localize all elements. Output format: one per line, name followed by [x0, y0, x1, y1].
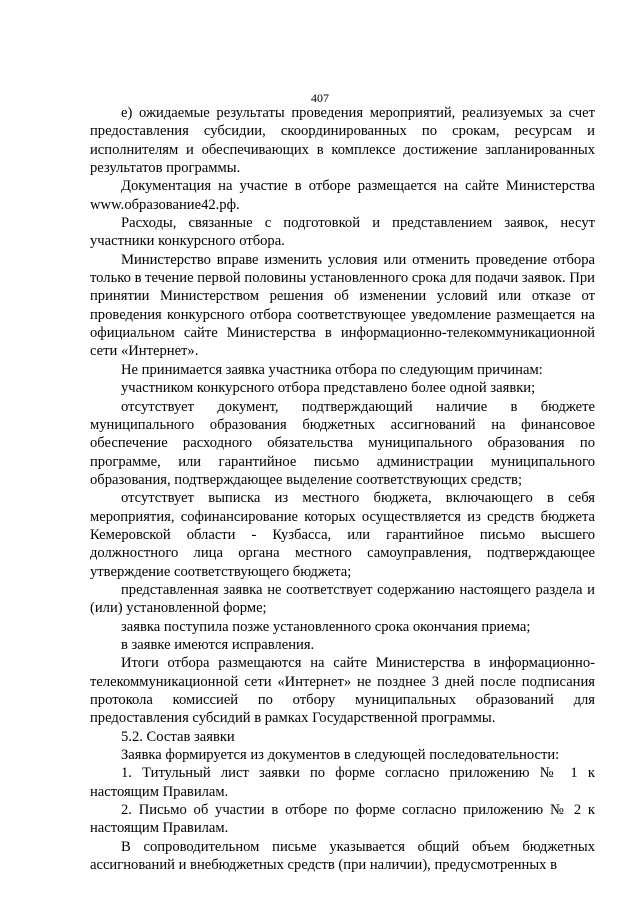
paragraph-expenses: Расходы, связанные с подготовкой и представлением заявок, несут участники конкурсного отбора.	[90, 215, 595, 250]
paragraph-cover-letter: В сопроводительном письме указывается общий объем бюджетных ассигнований и внебюджетных средств (при наличии), предусмотренных в	[90, 838, 595, 874]
body-text	[90, 104, 595, 874]
section-heading-5-2: 5.2. Состав заявки	[121, 728, 235, 745]
paragraph-result: е) ожидаемые результаты проведения мероприятий, реализуемых за счет предоставления субсидии, скоординированных по срокам, ресурсам и исполнителям и обеспечивающих в комплексе достижение запланированных результатов программы.	[90, 105, 595, 177]
paragraph-rejection-intro: Не принимается заявка участника отбора по следующим причинам:	[121, 361, 543, 378]
paragraph-documentation: Документация на участие в отборе размещается на сайте Министерства www.образование42.рф.	[90, 178, 595, 213]
paragraph-results-publication: Итоги отбора размещаются на сайте Министерства в информационно-телекоммуникационной сети «Интернет» не позднее 3 дней после подписания протокола комиссией по отбору муниципальных образований для предоставления субсидий в рамках Государственной программы.	[90, 655, 595, 727]
paragraph-rejection-nonconforming: представленная заявка не соответствует содержанию настоящего раздела и (или) установленной форме;	[90, 581, 595, 617]
paragraph-rejection-no-extract: отсутствует выписка из местного бюджета, включающего в себя мероприятия, софинансирование которых осуществляется из средств бюджета Кемеровской области - Кузбасса, или гарантийное письмо высшего должностного лица органа местного самоуправления, подтверждающее утверждение соответствующего бюджета;	[90, 490, 595, 580]
paragraph-rejection-no-document: отсутствует документ, подтверждающий наличие в бюджете муниципального образования бюджетных ассигнований на финансовое обеспечение расходного обязательства муниципального образования по программе, или гарантийное письмо администрации муниципального образования, подтверждающее выделение соответствующих средств;	[90, 398, 595, 488]
paragraph-ministry-rights: Министерство вправе изменить условия или отменить проведение отбора только в течение первой половины установленного срока для подачи заявок. При принятии Министерством решения об изменении условий или отказе от проведения конкурсного отбора соответствующее уведомление размещается на официальном сайте Министерства в информационно-телекоммуникационной сети «Интернет».	[90, 251, 595, 360]
paragraph-application-order: Заявка формируется из документов в следующей последовательности:	[121, 747, 560, 764]
paragraph-rejection-corrections: в заявке имеются исправления.	[121, 636, 315, 653]
paragraph-participation-letter: 2. Письмо об участии в отборе по форме согласно приложению № 2 к настоящим Правилам.	[90, 802, 595, 837]
page-number: 407	[311, 91, 329, 105]
paragraph-rejection-late: заявка поступила позже установленного срока окончания приема;	[121, 618, 531, 635]
paragraph-rejection-multiple: участником конкурсного отбора представлено более одной заявки;	[121, 380, 536, 397]
paragraph-title-page: 1. Титульный лист заявки по форме согласно приложению № 1 к настоящим Правилам.	[90, 765, 595, 800]
